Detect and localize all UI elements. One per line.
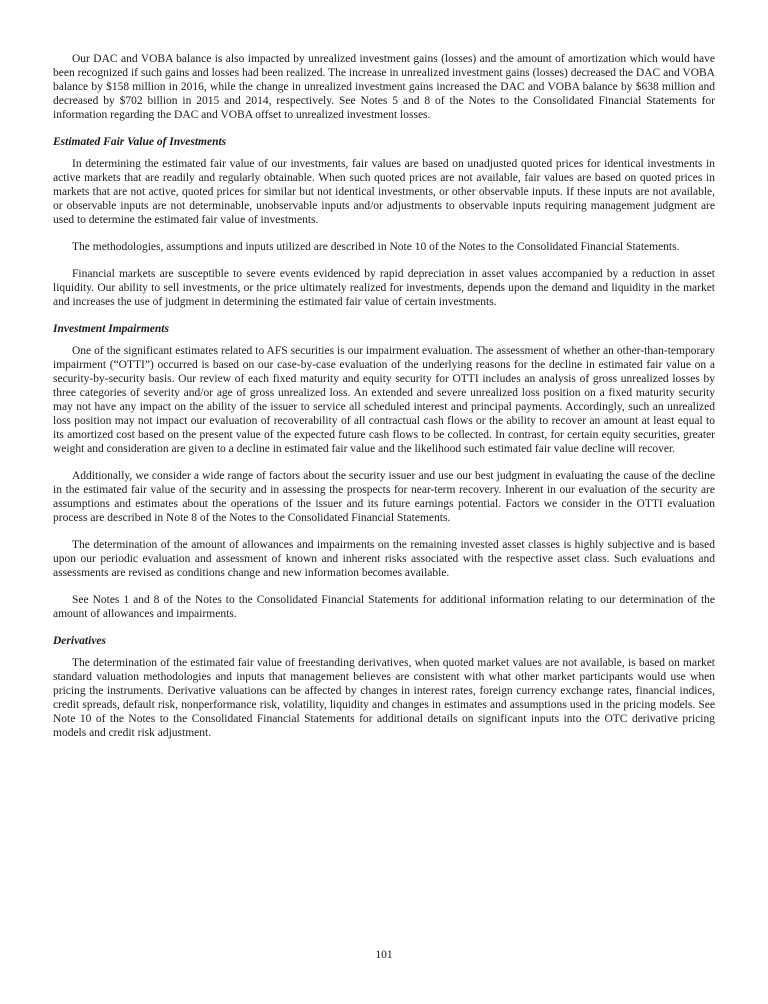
paragraph-otti-evaluation: One of the significant estimates related to AFS securities is our impairment evaluation. The assessment of whether an other-than-temporary impairment (“OTTI”) occurred is based on our case-by-case evaluation of the underlying reasons for the decline in estimated fair value on a security-by-security basis. Our review of each fixed maturity and equity security for OTTI includes an analysis of gross unrealized losses by three categories of severity and/or age of gross unrealized loss. An extended and severe unrealized loss position on a fixed maturity security may not have any impact on the ability of the issuer to service all scheduled interest and principal payments. Accordingly, such an unrealized loss position may not impact our evaluation of recoverability of all contractual cash flows or the ability to recover an amount at least equal to its amortized cost based on the present value of the expected future cash flows to be collected. In contrast, for certain equity securities, greater weight and consideration are given to a decline in estimated fair value and the likelihood such estimated fair value decline will recover. [53,345,715,455]
paragraph-allowances-determination: The determination of the amount of allowances and impairments on the remaining invested asset classes is highly subjective and is based upon our periodic evaluation and assessment of known and inherent risks associated with the respective asset class. Such evaluations and assessments are revised as conditions change and new information becomes available. [53,539,715,579]
section-heading-derivatives: Derivatives [53,635,107,647]
section-heading-estimated-fair-value-of-investments: Estimated Fair Value of Investments [53,136,227,148]
paragraph-additional-factors: Additionally, we consider a wide range of factors about the security issuer and use our best judgment in evaluating the cause of the decline in the estimated fair value of the security and in assessing the prospects for near-term recovery. Inherent in our evaluation of the security are assumptions and estimates about the operations of the issuer and its future earnings potential. Factors we consider in the OTTI evaluation process are described in Note 8 of the Notes to the Consolidated Financial Statements. [53,470,715,524]
page-number: 101 [375,949,393,961]
paragraph-see-notes: See Notes 1 and 8 of the Notes to the Consolidated Financial Statements for additional information relating to our determination of the amount of allowances and impairments. [53,594,715,620]
paragraph-financial-markets: Financial markets are susceptible to severe events evidenced by rapid depreciation in asset values accompanied by a reduction in asset liquidity. Our ability to sell investments, or the price ultimately realized for investments, depends upon the demand and liquidity in the market and increases the use of judgment in determining the estimated fair value of certain investments. [53,268,715,308]
section-heading-investment-impairments: Investment Impairments [53,323,169,335]
paragraph-dac-voba: Our DAC and VOBA balance is also impacted by unrealized investment gains (losses) and the amount of amortization which would have been recognized if such gains and losses had been realized. The increase in unrealized investment gains (losses) decreased the DAC and VOBA balance by $158 million in 2016, while the change in unrealized investment gains increased the DAC and VOBA balance by $638 million and decreased by $702 billion in 2015 and 2014, respectively. See Notes 5 and 8 of the Notes to the Consolidated Financial Statements for information regarding the DAC and VOBA offset to unrealized investment losses. [53,53,715,121]
page-content [53,52,715,753]
paragraph-derivatives-fair-value: The determination of the estimated fair value of freestanding derivatives, when quoted market values are not available, is based on market standard valuation methodologies and inputs that management believes are consistent with what other market participants would use when pricing the instruments. Derivative valuations can be affected by changes in interest rates, foreign currency exchange rates, financial indices, credit spreads, default risk, nonperformance risk, volatility, liquidity and changes in estimates and assumptions used in the pricing models. See Note 10 of the Notes to the Consolidated Financial Statements for additional details on significant inputs into the OTC derivative pricing models and credit risk adjustment. [53,657,715,739]
paragraph-methodologies: The methodologies, assumptions and inputs utilized are described in Note 10 of the Notes to the Consolidated Financial Statements. [72,241,680,253]
paragraph-fair-value-determination: In determining the estimated fair value of our investments, fair values are based on unadjusted quoted prices for identical investments in active markets that are readily and regularly obtainable. When such quoted prices are not available, fair values are based on quoted prices in markets that are not active, quoted prices for similar but not identical investments, or other observable inputs. If these inputs are not available, or observable inputs are not determinable, unobservable inputs and/or adjustments to observable inputs requiring management judgment are used to determine the estimated fair value of investments. [53,158,715,226]
